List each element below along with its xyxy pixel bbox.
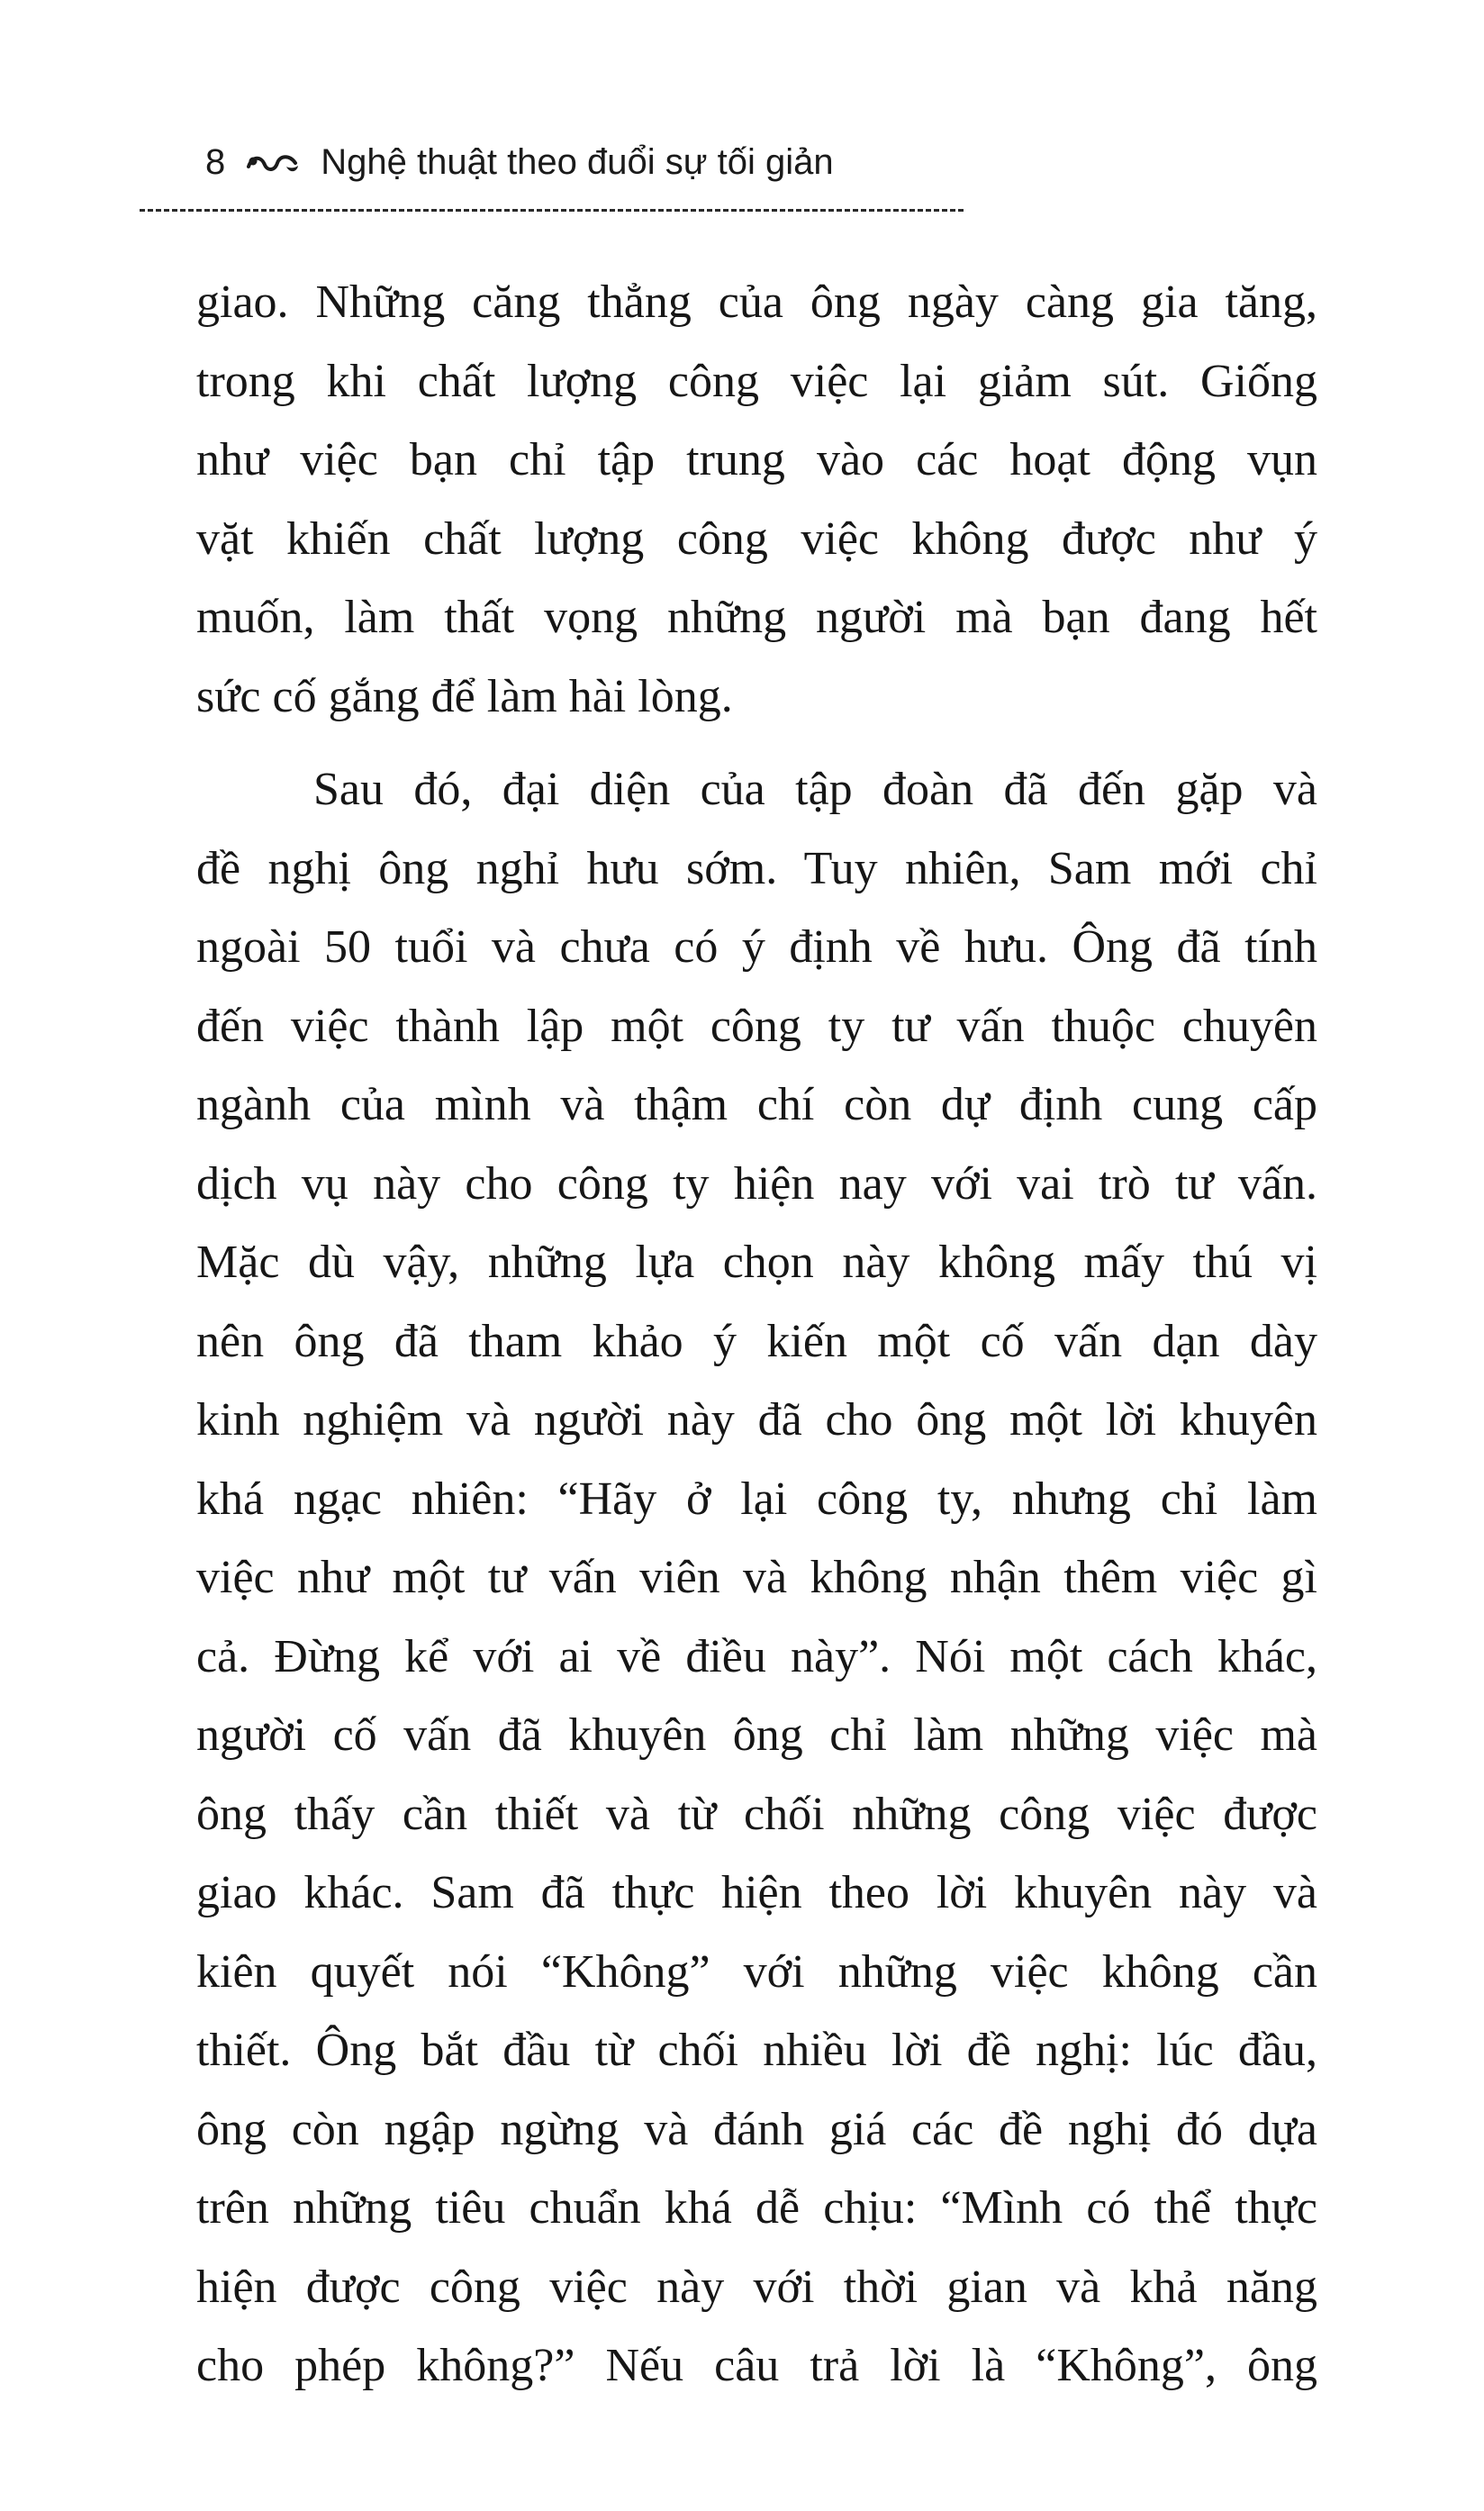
page-number: 8 — [205, 142, 226, 182]
text-line: giao khác. Sam đã thực hiện theo lời khuyên này và — [196, 1867, 1317, 1918]
text-line: trong khi chất lượng công việc lại giảm sút. Giống — [196, 355, 1317, 407]
header-title: Nghệ thuật theo đuổi sự tối giản — [321, 142, 834, 182]
text-line: người cố vấn đã khuyên ông chỉ làm những việc mà — [196, 1709, 1317, 1761]
text-line: ông còn ngập ngừng và đánh giá các đề nghị đó dựa — [196, 2103, 1317, 2155]
text-line: cho phép không?” Nếu câu trả lời là “Không”, ông — [196, 2340, 1317, 2391]
paragraph-1 — [196, 263, 1317, 736]
text-line: kinh nghiệm và người này đã cho ông một lời khuyên — [196, 1394, 1317, 1446]
text-line: giao. Những căng thẳng của ông ngày càng gia tăng, — [196, 276, 1317, 328]
paragraph-2 — [196, 750, 1317, 2406]
text-line: ông thấy cần thiết và từ chối những công việc được — [196, 1788, 1317, 1840]
text-line: Mặc dù vậy, những lựa chọn này không mấy thú vị — [196, 1237, 1317, 1288]
text-line: sức cố gắng để làm hài lòng. — [196, 670, 733, 722]
running-header — [205, 142, 834, 183]
text-line: hiện được công việc này với thời gian và khả năng — [196, 2261, 1317, 2313]
text-line: thiết. Ông bắt đầu từ chối nhiều lời đề nghị: lúc đầu, — [196, 2025, 1317, 2076]
text-line: kiên quyết nói “Không” với những việc không cần — [196, 1945, 1317, 1998]
paragraph-gap — [196, 736, 1317, 750]
body-text — [196, 263, 1317, 2406]
text-line: Sau đó, đại diện của tập đoàn đã đến gặp và — [313, 764, 1317, 815]
text-line: khá ngạc nhiên: “Hãy ở lại công ty, nhưng chỉ làm — [196, 1473, 1317, 1525]
text-line: muốn, làm thất vọng những người mà bạn đang hết — [196, 592, 1317, 643]
fleuron-icon — [245, 146, 301, 173]
text-line: ngành của mình và thậm chí còn dự định cung cấp — [196, 1079, 1317, 1130]
text-line: việc như một tư vấn viên và không nhận thêm việc gì — [196, 1552, 1317, 1603]
text-line: vặt khiến chất lượng công việc không được như ý — [196, 512, 1317, 565]
text-line: đề nghị ông nghỉ hưu sớm. Tuy nhiên, Sam mới chỉ — [196, 842, 1317, 894]
text-line: cả. Đừng kể với ai về điều này”. Nói một cách khác, — [196, 1630, 1317, 1682]
header-dashed-rule — [140, 209, 964, 212]
text-line: nên ông đã tham khảo ý kiến một cố vấn dạn dày — [196, 1315, 1317, 1367]
text-line: trên những tiêu chuẩn khá dễ chịu: “Mình có thể thực — [196, 2182, 1317, 2234]
text-line: ngoài 50 tuổi và chưa có ý định về hưu. Ông đã tính — [196, 921, 1317, 973]
text-line: như việc bạn chỉ tập trung vào các hoạt động vụn — [196, 434, 1317, 485]
text-line: dịch vụ này cho công ty hiện nay với vai trò tư vấn. — [196, 1157, 1317, 1210]
text-line: đến việc thành lập một công ty tư vấn thuộc chuyên — [196, 1000, 1317, 1052]
